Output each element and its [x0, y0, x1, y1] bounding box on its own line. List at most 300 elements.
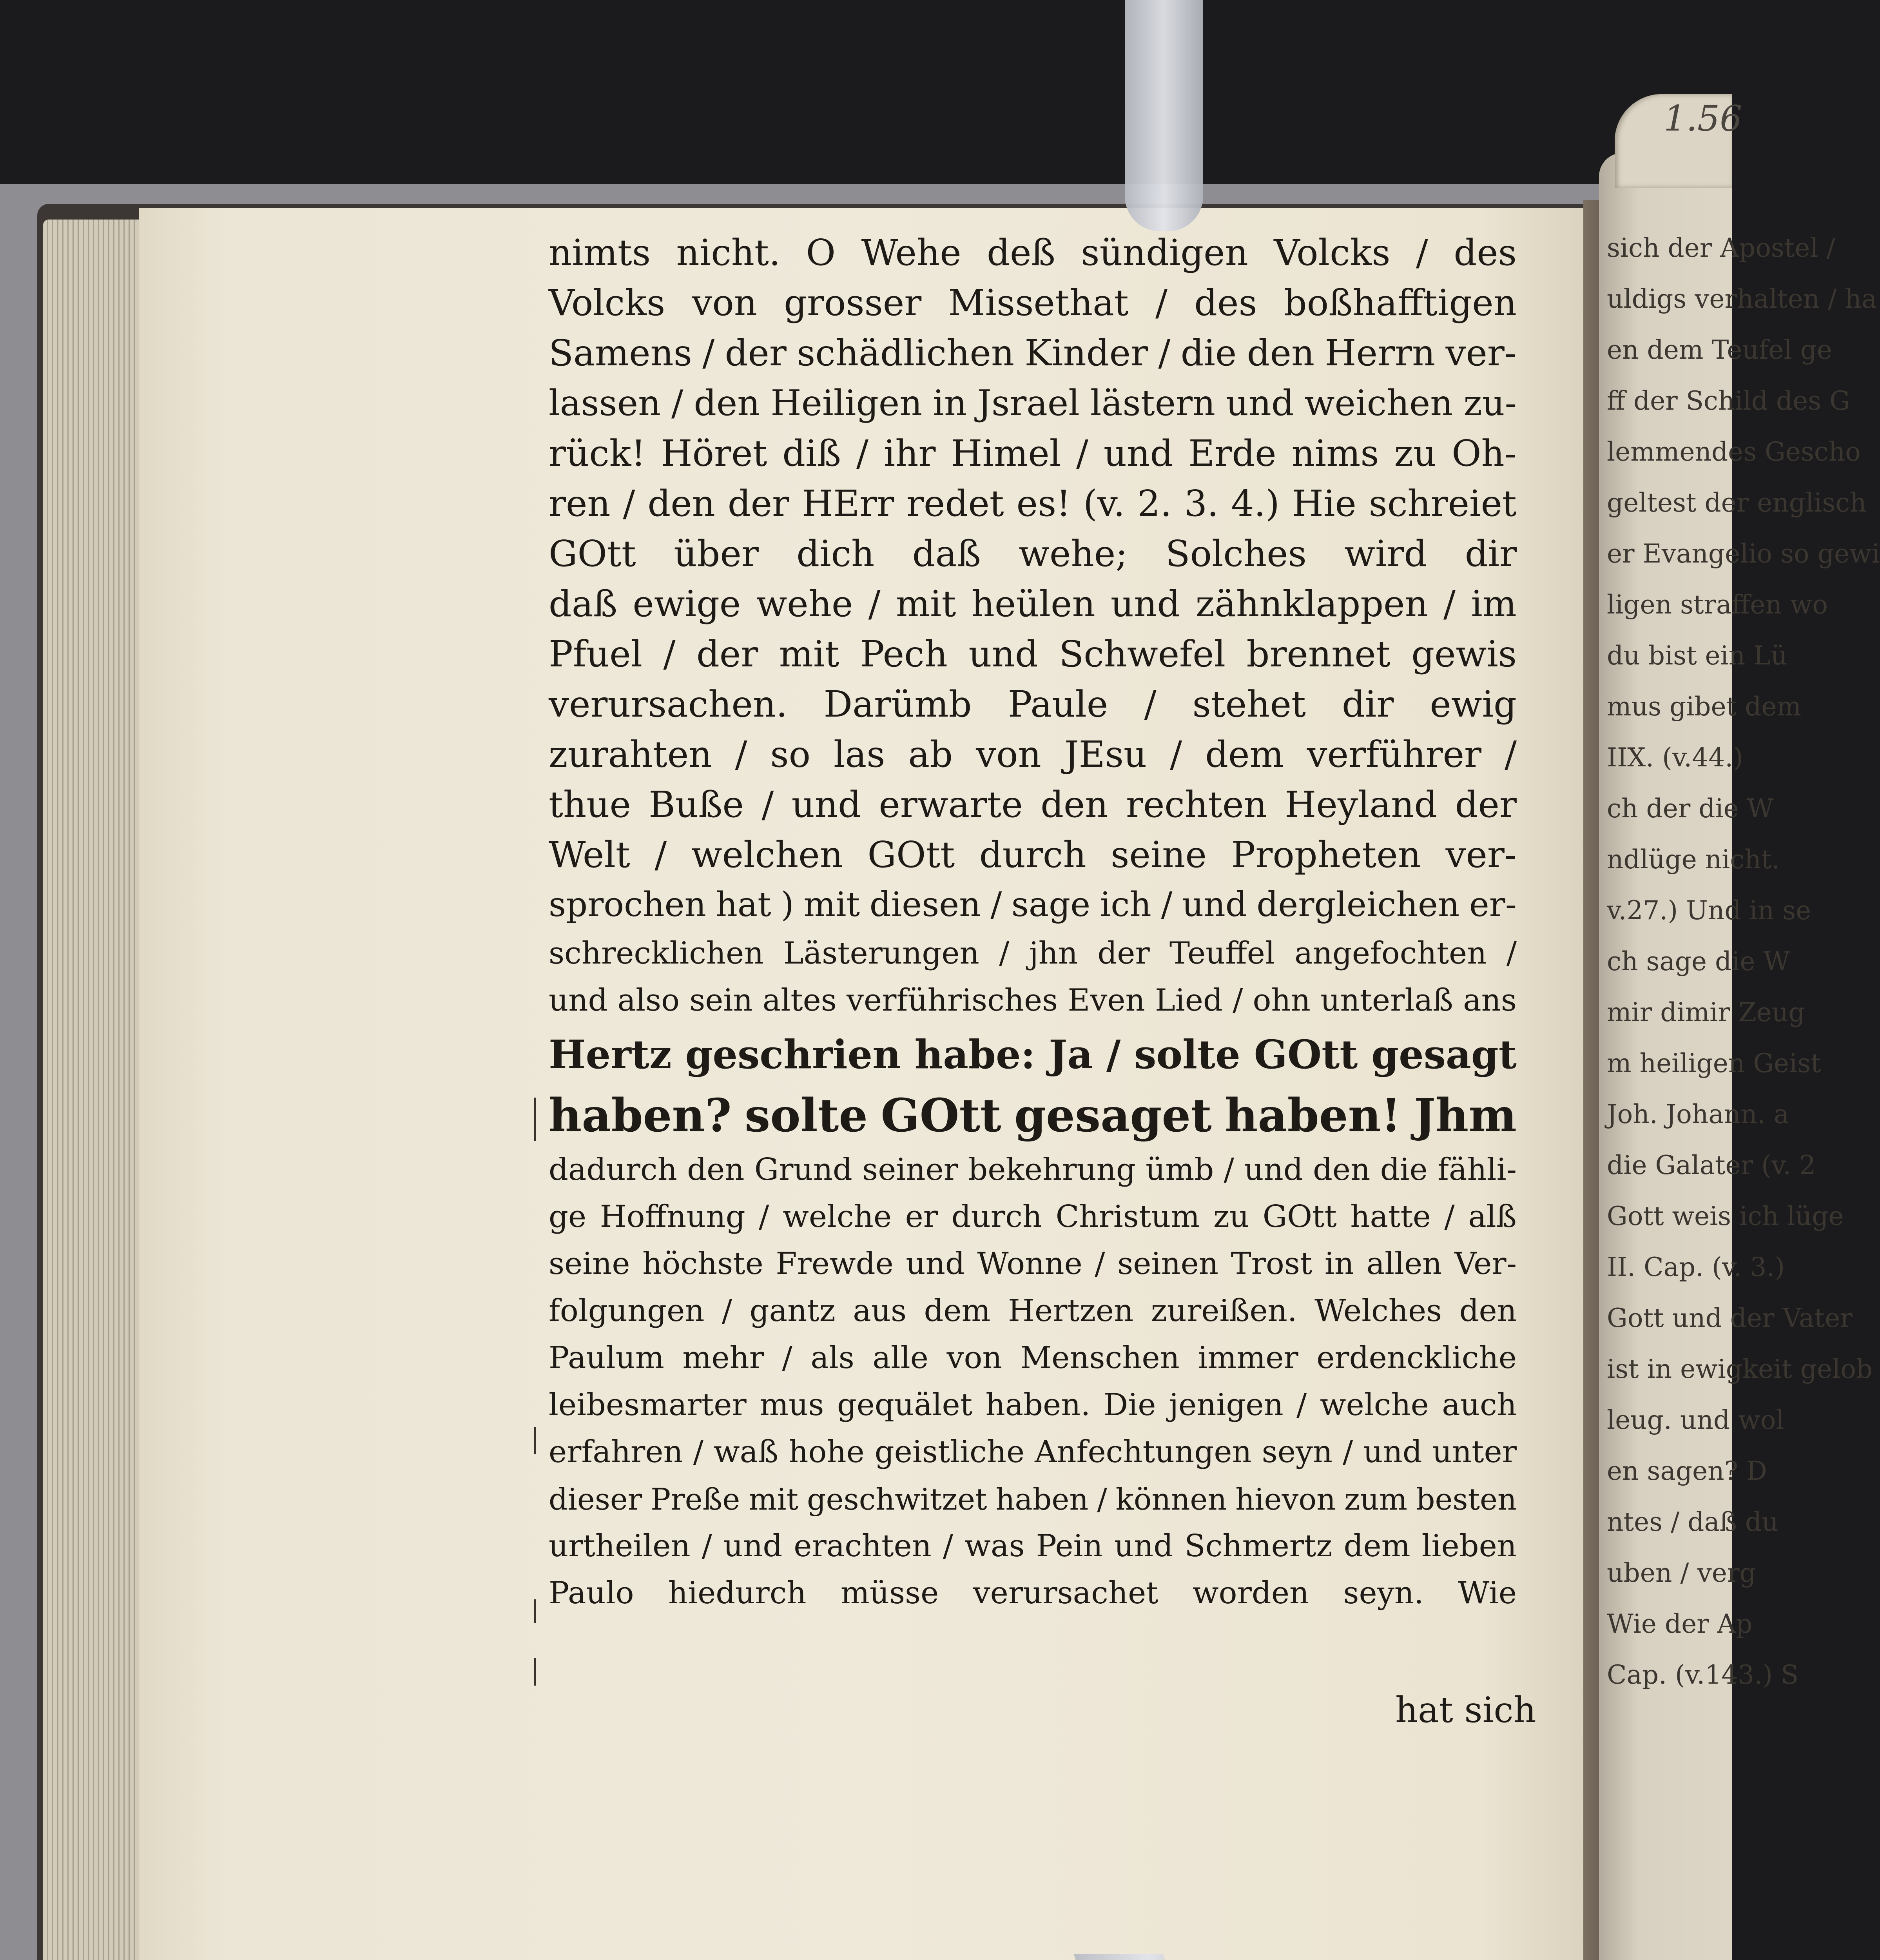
word: nicht.: [676, 231, 781, 274]
word: mit: [803, 885, 860, 924]
text-line: [549, 1334, 1517, 1381]
word: deß: [987, 231, 1055, 274]
word: der: [727, 482, 790, 524]
word: gesaget: [1014, 1089, 1212, 1142]
right-page-line: sich der Apostel /: [1607, 233, 1835, 263]
word: lieben: [1421, 1528, 1517, 1564]
word: /: [663, 633, 676, 675]
word: aus: [853, 1293, 906, 1328]
word: boßhafftigen: [1284, 281, 1517, 324]
right-page-line: IIX. (v.44.): [1607, 742, 1743, 773]
word: Wie: [1458, 1575, 1517, 1611]
word: /: [1155, 281, 1168, 324]
right-page-line: Joh. Johann. a: [1607, 1099, 1789, 1129]
text-line: [549, 378, 1517, 428]
word: Paulum: [549, 1340, 664, 1376]
text-line: [549, 679, 1517, 729]
word: den: [1247, 332, 1315, 374]
right-page-line: ff der Schild des G: [1607, 386, 1850, 416]
word: Menschen: [1020, 1340, 1180, 1376]
word: zum: [1344, 1481, 1407, 1517]
page-body-text: [549, 227, 1517, 1617]
right-page-line: ntes / daß du: [1607, 1507, 1778, 1537]
word: GOtt: [549, 532, 636, 575]
word: Wehe: [861, 231, 961, 274]
right-page-line: Gott und der Vater: [1607, 1303, 1853, 1333]
word: Lied: [1155, 983, 1223, 1018]
word: ich: [1100, 885, 1151, 924]
word: mit: [749, 1481, 799, 1517]
word: /: [1076, 432, 1088, 474]
word: zurahten: [549, 733, 712, 775]
word: wehe: [756, 583, 853, 625]
word: den: [694, 382, 760, 424]
word: grosser: [784, 281, 922, 324]
word: ewig: [1430, 683, 1517, 725]
word: /: [990, 885, 1002, 924]
word: Hoffnung: [600, 1199, 745, 1234]
word: GOtt: [1262, 1199, 1337, 1234]
word: des: [1454, 231, 1517, 274]
word: erdenckliche: [1316, 1340, 1517, 1376]
word: Paulo: [549, 1575, 634, 1611]
word: hohe: [789, 1434, 865, 1470]
word: Oh-: [1452, 432, 1517, 474]
word: verursachet: [973, 1575, 1158, 1611]
word: /: [693, 1434, 703, 1470]
word: waß: [713, 1434, 779, 1470]
word: GOtt: [881, 1089, 1001, 1142]
text-line: [549, 478, 1517, 528]
word: über: [674, 532, 759, 575]
text-line: [549, 1428, 1517, 1475]
word: mit: [896, 583, 956, 625]
word: Even: [1068, 983, 1145, 1018]
word: müsse: [840, 1575, 939, 1611]
right-page-line: en sagen? D: [1607, 1456, 1767, 1486]
word: urtheilen: [549, 1528, 691, 1564]
word: wehe;: [1019, 532, 1128, 575]
word: Frewde: [776, 1246, 894, 1281]
word: ge: [549, 1199, 587, 1234]
word: Trost: [1231, 1246, 1313, 1281]
catchword: hat sich: [1395, 1690, 1536, 1731]
word: Grund: [754, 1152, 852, 1187]
right-page-line: uben / verg: [1607, 1558, 1756, 1588]
word: ewige: [633, 583, 741, 625]
word: Preße: [651, 1481, 740, 1517]
word: den: [1041, 783, 1108, 826]
word: auch: [1442, 1387, 1517, 1423]
text-line: [549, 328, 1517, 378]
folio-number: 1.56: [1664, 98, 1742, 139]
word: und: [906, 1246, 965, 1281]
word: /: [782, 1340, 792, 1376]
word: weichen: [1304, 382, 1453, 424]
word: dem: [924, 1293, 991, 1328]
word: 2.: [1137, 482, 1172, 524]
word: /: [1416, 231, 1428, 274]
word: und: [791, 783, 861, 826]
word: und: [1114, 1528, 1173, 1564]
word: Kinder: [1024, 332, 1148, 374]
word: erwarte: [879, 783, 1023, 826]
word: er: [905, 1199, 938, 1234]
text-line: [549, 829, 1517, 880]
word: mus: [760, 1387, 824, 1423]
word: solte: [744, 1089, 868, 1142]
word: ümb: [1146, 1152, 1214, 1187]
text-line: [549, 1381, 1517, 1428]
word: Wonne: [977, 1246, 1082, 1281]
right-page-line: Wie der Ap: [1607, 1609, 1753, 1639]
word: Hie: [1292, 482, 1356, 524]
word: seine: [549, 1246, 630, 1281]
word: was: [964, 1528, 1025, 1564]
word: die: [1380, 1152, 1428, 1187]
word: und: [1244, 1152, 1303, 1187]
text-line: [549, 1146, 1517, 1193]
text-line: [549, 779, 1517, 829]
word: zähnklappen: [1195, 583, 1428, 625]
word: den: [1313, 1152, 1371, 1187]
word: nimts: [549, 231, 651, 274]
word: und: [968, 633, 1038, 675]
word: /: [1144, 683, 1157, 725]
word: GOtt: [1254, 1031, 1358, 1078]
word: HErr: [801, 482, 894, 524]
right-page-line: v.27.) Und in se: [1607, 895, 1811, 926]
word: solte: [1134, 1031, 1240, 1078]
right-page-line: mir dimir Zeug: [1607, 997, 1805, 1027]
word: verursachen.: [549, 683, 788, 725]
word: las: [833, 733, 885, 775]
word: gantz: [749, 1293, 836, 1328]
text-line: [549, 579, 1517, 629]
word: Herrn: [1325, 332, 1436, 374]
word: 4.): [1231, 482, 1280, 524]
word: worden: [1192, 1575, 1309, 1611]
word: unterlaß: [1320, 983, 1453, 1018]
right-page-line: geltest der englisch: [1607, 488, 1867, 518]
word: /: [759, 1199, 769, 1234]
text-line: [549, 629, 1517, 679]
word: dir: [1342, 683, 1394, 725]
word: Erde: [1188, 432, 1276, 474]
word: den: [1459, 1293, 1517, 1328]
page-clip-top: [1125, 0, 1203, 231]
word: mit: [779, 633, 839, 675]
word: allen: [1366, 1246, 1442, 1281]
word: erachten: [794, 1528, 932, 1564]
word: welche: [783, 1199, 892, 1234]
text-line: [549, 1240, 1517, 1287]
word: von: [976, 733, 1041, 775]
text-line: [549, 1193, 1517, 1240]
word: von: [946, 1340, 1002, 1376]
word: /: [1504, 733, 1517, 775]
word: dadurch: [549, 1152, 677, 1187]
right-page-line: mus gibet dem: [1607, 691, 1801, 722]
word: dir: [1465, 532, 1517, 575]
word: zu: [1394, 432, 1437, 474]
word: gesagt: [1371, 1031, 1517, 1078]
right-page-line: du bist ein Lü: [1607, 641, 1788, 671]
word: zu-: [1463, 382, 1517, 424]
word: GOtt: [867, 833, 955, 876]
word: durch: [979, 833, 1086, 876]
right-page-line: ist in ewigkeit gelob: [1607, 1354, 1873, 1384]
margin-line-mark: [534, 1658, 536, 1686]
word: thue: [549, 783, 631, 826]
word: haben?: [549, 1089, 732, 1142]
word: den: [647, 482, 715, 524]
word: schrecklichen: [549, 936, 764, 971]
word: dergleichen: [1256, 885, 1460, 924]
right-page-line: ch sage die W: [1607, 946, 1790, 976]
word: er-: [1469, 885, 1517, 924]
word: also: [617, 983, 680, 1018]
word: alle: [872, 1340, 928, 1376]
word: Schmertz: [1184, 1528, 1332, 1564]
word: Volcks: [1274, 231, 1391, 274]
right-page-line: ch der die W: [1607, 793, 1774, 824]
word: ab: [908, 733, 953, 775]
word: folgungen: [549, 1293, 705, 1328]
word: daß: [912, 532, 981, 575]
word: Solches: [1165, 532, 1307, 575]
word: /: [702, 1528, 712, 1564]
word: fähli-: [1438, 1152, 1517, 1187]
word: (v.: [1083, 482, 1125, 524]
word: dem: [1205, 733, 1284, 775]
word: habe:: [914, 1031, 1035, 1078]
word: seyn: [1262, 1434, 1333, 1470]
word: Hertzen: [1008, 1293, 1134, 1328]
word: durch: [951, 1199, 1042, 1234]
word: können: [1115, 1481, 1227, 1517]
word: heülen: [971, 583, 1095, 625]
word: Ver-: [1454, 1246, 1517, 1281]
word: ver-: [1445, 332, 1517, 374]
word: der: [725, 332, 787, 374]
margin-line-mark: [534, 1098, 536, 1141]
word: im: [1471, 583, 1517, 625]
word: diesen: [869, 885, 981, 924]
word: /: [702, 332, 715, 374]
word: seyn.: [1343, 1575, 1424, 1611]
word: hiedurch: [668, 1575, 807, 1611]
word: in: [1324, 1246, 1354, 1281]
margin-line-mark: [534, 1599, 536, 1623]
word: haben!: [1225, 1089, 1401, 1142]
word: angefochten: [1294, 936, 1487, 971]
word: nims: [1291, 432, 1379, 474]
text-line: [549, 227, 1517, 278]
word: hatte: [1350, 1199, 1431, 1234]
word: redet: [906, 482, 1004, 524]
text-line: [549, 278, 1517, 328]
word: rück!: [549, 432, 646, 474]
text-line: [549, 1287, 1517, 1334]
text-line: [549, 729, 1517, 779]
word: ): [781, 885, 794, 924]
word: geschrien: [685, 1031, 901, 1078]
word: hievon: [1235, 1481, 1336, 1517]
word: ver-: [1445, 833, 1517, 876]
margin-line-mark: [534, 1427, 536, 1454]
word: Heiligen: [770, 382, 923, 424]
word: Volcks: [549, 281, 665, 324]
word: Die: [1103, 1387, 1156, 1423]
text-line: [549, 1523, 1517, 1570]
right-page-line: Cap. (v.143.) S: [1607, 1660, 1799, 1690]
right-page-line: leug. und wol: [1607, 1405, 1784, 1435]
word: Pfuel: [549, 633, 643, 675]
word: rechten: [1126, 783, 1267, 826]
right-page-line: m heiligen Geist: [1607, 1048, 1821, 1078]
text-line: [549, 428, 1517, 478]
word: Lästerungen: [783, 936, 979, 971]
word: der: [696, 633, 758, 675]
text-line: [549, 1024, 1517, 1085]
word: Heyland: [1285, 783, 1438, 826]
word: den: [687, 1152, 745, 1187]
word: Samens: [549, 332, 693, 374]
word: diß: [782, 432, 841, 474]
word: /: [1296, 1387, 1307, 1423]
word: haben: [995, 1481, 1089, 1517]
word: /: [1095, 1246, 1105, 1281]
word: hat: [716, 885, 771, 924]
word: seine: [1111, 833, 1207, 876]
word: leibesmarter: [549, 1387, 747, 1423]
right-page-line: die Galater (v. 2: [1607, 1150, 1816, 1180]
word: Ja: [1049, 1031, 1093, 1078]
word: sein: [689, 983, 753, 1018]
right-page-line: en dem Teufel ge: [1607, 335, 1832, 365]
word: die: [1180, 332, 1237, 374]
word: erfahren: [549, 1434, 683, 1470]
word: lästern: [1090, 382, 1215, 424]
right-page-line: II. Cap. (v. 3.): [1607, 1252, 1785, 1282]
word: gewis: [1411, 633, 1517, 675]
word: /: [1506, 936, 1517, 971]
word: /: [654, 833, 667, 876]
word: O: [806, 231, 836, 274]
word: alß: [1468, 1199, 1517, 1234]
word: welche: [1320, 1387, 1429, 1423]
word: ans: [1463, 983, 1517, 1018]
word: Teuffel: [1169, 936, 1275, 971]
right-page-line: Gott weis ich lüge: [1607, 1201, 1844, 1231]
word: des: [1194, 281, 1257, 324]
word: Welt: [549, 833, 630, 876]
word: geschwitzet: [807, 1481, 987, 1517]
word: sprochen: [549, 885, 706, 924]
word: /: [623, 482, 635, 524]
page-edges: [43, 220, 141, 1960]
word: welchen: [691, 833, 843, 876]
word: Höret: [661, 432, 767, 474]
right-page-line: lemmendes Gescho: [1607, 437, 1861, 467]
right-page-line: ndlüge nicht.: [1607, 844, 1780, 875]
word: verführisches: [846, 983, 1058, 1018]
text-line: [549, 528, 1517, 579]
word: immer: [1198, 1340, 1298, 1376]
word: seinen: [1117, 1246, 1218, 1281]
word: Himel: [951, 432, 1061, 474]
word: /: [1233, 983, 1243, 1018]
word: Pech: [860, 633, 948, 675]
word: und: [723, 1528, 783, 1564]
word: schädlichen: [797, 332, 1015, 374]
word: dem: [1343, 1528, 1410, 1564]
word: zu: [1213, 1199, 1249, 1234]
word: /: [1170, 733, 1182, 775]
word: Darümb: [823, 683, 972, 725]
text-line: [549, 1085, 1517, 1146]
word: und: [1103, 432, 1173, 474]
word: /: [1158, 332, 1171, 374]
word: altes: [762, 983, 837, 1018]
text-line: [549, 880, 1517, 930]
word: Welches: [1314, 1293, 1442, 1328]
word: Pein: [1036, 1528, 1103, 1564]
word: besten: [1416, 1481, 1517, 1517]
word: Hertz: [549, 1031, 672, 1078]
word: /: [1443, 583, 1456, 625]
word: /: [943, 1528, 954, 1564]
word: stehet: [1192, 683, 1306, 725]
word: und: [1182, 885, 1247, 924]
text-line: [549, 977, 1517, 1024]
word: mehr: [682, 1340, 764, 1376]
word: Anfechtungen: [1035, 1434, 1252, 1470]
word: /: [761, 783, 774, 826]
word: sündigen: [1081, 231, 1248, 274]
word: /: [1106, 1031, 1121, 1078]
text-line: [549, 1570, 1517, 1617]
word: Buße: [649, 783, 744, 826]
word: als: [810, 1340, 854, 1376]
word: und: [549, 983, 608, 1018]
word: und: [1226, 382, 1294, 424]
word: ohn: [1253, 983, 1311, 1018]
word: /: [735, 733, 747, 775]
right-page-line: uldigs verhalten / ha: [1607, 284, 1877, 314]
word: brennet: [1246, 633, 1391, 675]
word: es!: [1016, 482, 1071, 524]
right-page-line: er Evangelio so gewi: [1607, 539, 1880, 569]
word: verführer: [1307, 733, 1481, 775]
word: höchste: [642, 1246, 763, 1281]
word: jenigen: [1169, 1387, 1284, 1423]
word: wird: [1344, 532, 1427, 575]
word: Christum: [1055, 1199, 1200, 1234]
word: haben.: [985, 1387, 1091, 1423]
word: dieser: [549, 1481, 642, 1517]
word: /: [1343, 1434, 1353, 1470]
text-line: [549, 930, 1517, 977]
word: der: [1097, 936, 1150, 971]
word: dich: [796, 532, 875, 575]
word: so: [770, 733, 810, 775]
word: jhn: [1029, 936, 1078, 971]
word: Jsrael: [977, 382, 1080, 424]
word: unter: [1432, 1434, 1517, 1470]
word: /: [856, 432, 868, 474]
